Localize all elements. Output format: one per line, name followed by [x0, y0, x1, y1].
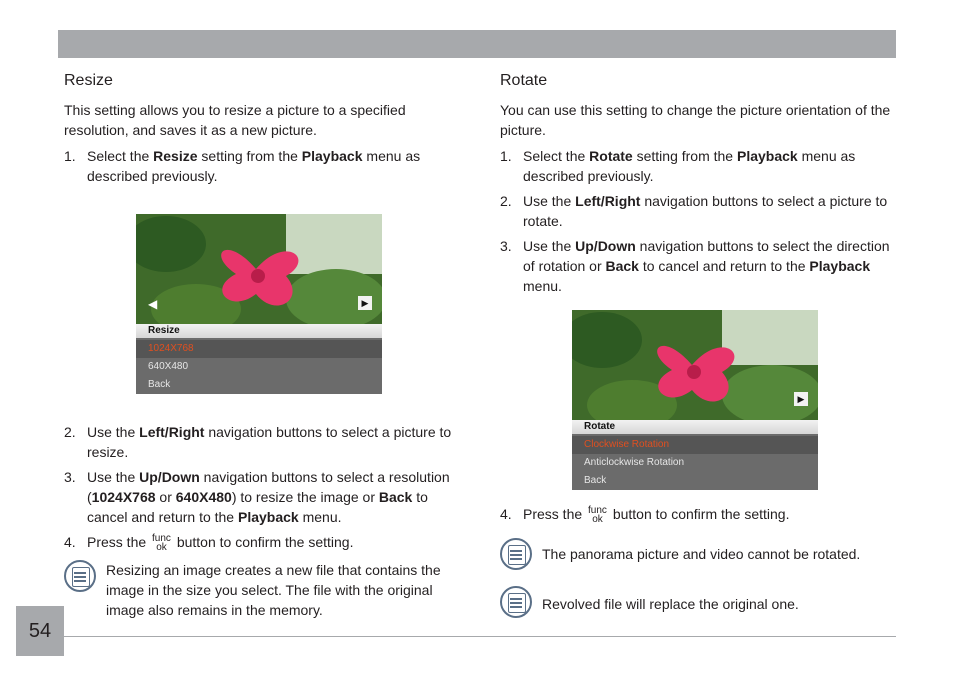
step-text: navigation buttons to select a picture to resize.	[87, 424, 452, 460]
menu-item-1024x768[interactable]: 1024X768	[148, 343, 194, 354]
right-arrow-icon: ▶	[358, 296, 372, 310]
step-keyword: Back	[605, 258, 639, 274]
left-arrow-icon: ◀	[148, 297, 158, 311]
step-keyword: Rotate	[589, 148, 633, 164]
step-text: setting from the	[632, 148, 737, 164]
resize-section	[64, 70, 459, 620]
rotate-screen-image	[572, 310, 818, 490]
step-text: to cancel and return to the	[638, 258, 810, 274]
step-text: Press the	[523, 506, 587, 522]
rotate-step-4	[500, 504, 895, 524]
rotate-step-3	[500, 236, 895, 296]
menu-item-back[interactable]: Back	[584, 475, 607, 486]
step-keyword: 1024X768	[91, 489, 156, 505]
step-keyword: Up/Down	[575, 238, 636, 254]
menu-item-anticlockwise[interactable]: Anticlockwise Rotation	[584, 457, 685, 468]
note-icon	[500, 538, 532, 570]
resize-step-4	[64, 532, 459, 552]
step-text: Use the	[523, 193, 576, 209]
step-text: button to confirm the setting.	[608, 506, 790, 522]
func-ok-button-icon	[588, 506, 607, 524]
step-keyword: Playback	[301, 148, 363, 164]
step-text: button to confirm the setting.	[172, 534, 354, 550]
step-number: 1.	[64, 148, 76, 164]
footer-rule	[64, 636, 896, 637]
flower-photo	[136, 214, 382, 324]
step-number: 3.	[500, 238, 512, 254]
step-keyword: Back	[378, 489, 413, 505]
note-text: The panorama picture and video cannot be rotated.	[542, 546, 861, 562]
page-number: 54	[16, 606, 64, 656]
step-text: navigation buttons to select the direction of rotation or	[523, 238, 890, 274]
rotate-intro: You can use this setting to change the picture orientation of the picture.	[500, 102, 891, 138]
rotate-steps	[500, 146, 895, 296]
step-text: navigation buttons to select a resolution (	[87, 469, 450, 505]
rotate-section	[500, 70, 895, 620]
note-text: Resizing an image creates a new file that contains the image in the size you select. The file with the original image also remains in the memory.	[106, 562, 441, 618]
step-number: 3.	[64, 469, 76, 485]
step-text: menu as described previously.	[523, 148, 856, 184]
step-keyword: Playback	[737, 148, 798, 164]
step-number: 2.	[64, 424, 76, 440]
ok-label: ok	[156, 542, 167, 553]
step-text: Use the	[523, 238, 576, 254]
rotate-note-2	[500, 586, 895, 620]
func-ok-button-icon	[152, 534, 171, 552]
menu-title: Rotate	[572, 420, 818, 434]
resize-step-2	[64, 422, 459, 462]
step-keyword: Up/Down	[139, 469, 200, 485]
func-label: func	[588, 505, 607, 516]
resize-step-3	[64, 467, 459, 527]
resize-note	[64, 560, 459, 620]
step-keyword: Playback	[809, 258, 871, 274]
right-arrow-icon: ▶	[794, 392, 808, 406]
rotate-steps-continued	[500, 504, 895, 524]
resize-step-1	[64, 146, 459, 186]
step-number: 1.	[500, 148, 512, 164]
flower-photo	[572, 310, 818, 420]
step-text: navigation buttons to select a picture to rotate.	[523, 193, 888, 229]
rotate-note-1	[500, 538, 895, 572]
step-keyword: Playback	[238, 509, 299, 525]
step-number: 4.	[64, 534, 76, 550]
menu-title: Resize	[136, 324, 382, 338]
step-keyword: Left/Right	[575, 193, 641, 209]
step-text: to cancel and return to the	[87, 489, 428, 525]
rotate-step-2	[500, 191, 895, 231]
resize-steps	[64, 146, 459, 186]
header-bar	[58, 30, 896, 58]
note-icon	[500, 586, 532, 618]
menu-item-back[interactable]: Back	[148, 379, 171, 390]
menu-item-640x480[interactable]: 640X480	[148, 361, 189, 372]
note-icon	[64, 560, 96, 592]
note-text: Revolved file will replace the original one.	[542, 596, 799, 612]
step-keyword: Resize	[153, 148, 198, 164]
step-text: Press the	[87, 534, 151, 550]
resize-intro: This setting allows you to resize a picture to a specified resolution, and saves it as a new picture.	[64, 102, 406, 138]
step-text: menu.	[298, 509, 342, 525]
resize-steps-continued	[64, 422, 459, 552]
rotate-menu	[572, 420, 818, 490]
step-text: menu.	[523, 278, 562, 294]
resize-heading: Resize	[64, 72, 113, 89]
step-number: 4.	[500, 506, 512, 522]
rotate-step-1	[500, 146, 895, 186]
ok-label: ok	[592, 514, 603, 525]
step-keyword: 640X480	[175, 489, 232, 505]
step-keyword: Left/Right	[139, 424, 205, 440]
rotate-heading: Rotate	[500, 72, 548, 89]
step-text: ) to resize the image or	[231, 489, 379, 505]
step-text: Use the	[87, 469, 140, 485]
step-text: Use the	[87, 424, 140, 440]
step-text: Select the	[523, 148, 590, 164]
func-label: func	[152, 533, 171, 544]
resize-screen-image	[136, 214, 382, 394]
step-text: setting from the	[197, 148, 302, 164]
step-text: Select the	[87, 148, 154, 164]
step-text: menu as described previously.	[87, 148, 421, 184]
step-text: or	[155, 489, 176, 505]
menu-item-clockwise[interactable]: Clockwise Rotation	[584, 439, 670, 450]
resize-menu	[136, 324, 382, 394]
step-number: 2.	[500, 193, 512, 209]
